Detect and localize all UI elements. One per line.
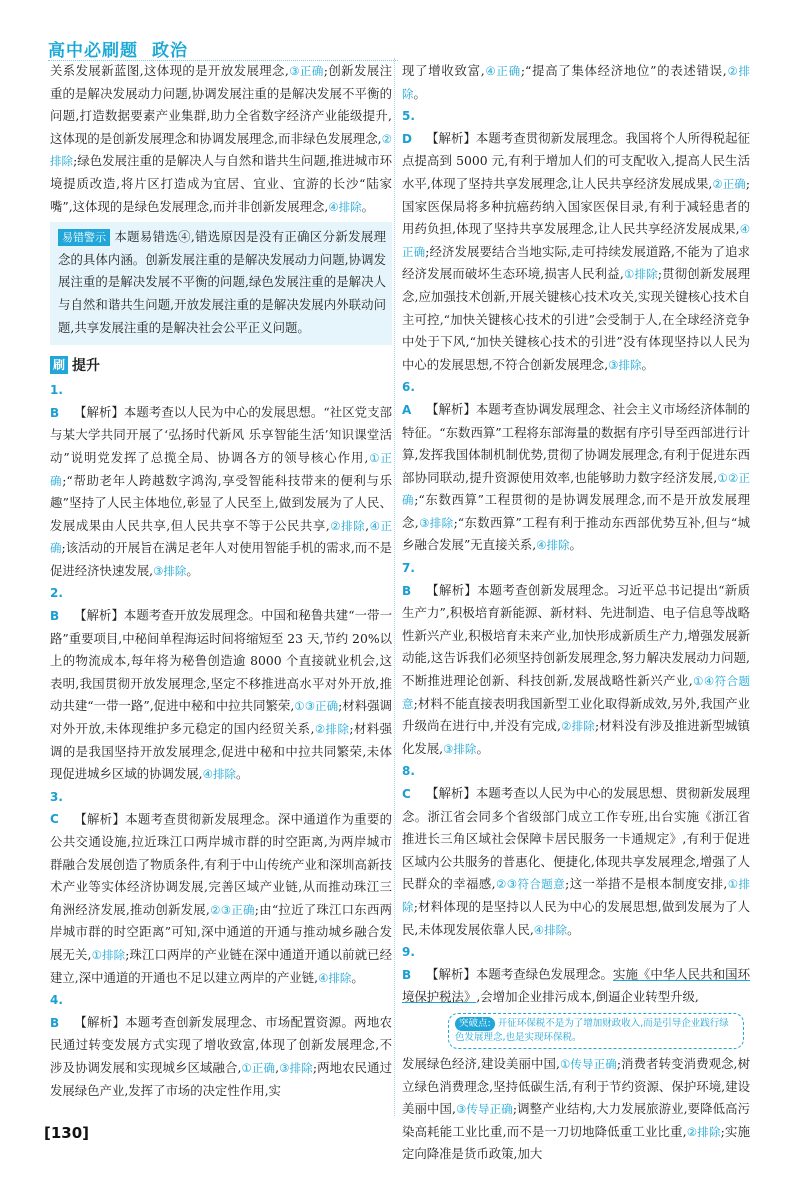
mark-correct: ③正确: [288, 64, 324, 78]
running-header: [48, 36, 188, 61]
intro-paragraph: 关系发展新蓝图,这体现的是开放发展理念,③正确;创新发展注重的是解决发展动力问题,协调发展注重的是解决发展不平衡的问题,打造数据要素产业集群,助力全省数字经济产业能级提升,这体现的是创新发展理念和协调发展理念,而非绿色发展理念,②排除;绿色发展注重的是解决人与自然和谐共生问题,推进城市环境提质改造,将片区打造成为宜居、宜业、宜游的长沙“陆家嘴”,这体现的是绿色发展理念,而并非创新发展理念,④排除。: [50, 63, 393, 214]
question-number: 5. D: [402, 109, 415, 146]
answer-4: 4. B 【解析】本题考查创新发展理念、市场配置资源。两地农民通过转变发展方式实现了增收致富,体现了创新发展理念,不涉及协调发展和实现城乡区域融合,①正确,③排除;两地农民通过发展绿色产业,发挥了市场的决定性作用,实: [50, 989, 392, 1102]
error-warning-box: [50, 222, 392, 345]
answer-7: 7. B 【解析】本题考查创新发展理念。习近平总书记提出“新质生产力”,积极培育新能源、新材料、先进制造、电子信息等战略性新兴产业,积极培育未来产业,加快形成新质生产力,增强发展新动能,这告诉我们必须坚持创新发展理念,努力解决发展动力问题,不断推进理论创新、科技创新,发展战略性新兴产业,①④符合题意;材料不能直接表明我国新型工业化取得新成效,另外,我国产业升级尚在进行中,并没有完成,②排除;材料没有涉及推进新型城镇化发展,③排除。: [402, 557, 750, 760]
answer-1: 1. B 【解析】本题考查以人民为中心的发展思想。“社区党支部与某大学共同开展了‘弘扬时代新风 乐享智能生活’知识课堂活动”说明党发挥了总揽全局、协调各方的领导核心作用,①正确;“帮助老年人跨越数字鸿沟,享受智能科技带来的便利与乐趣”坚持了人民主体地位,彰显了人民至上,做到发展为了人民、发展成果由人民共享,但人民共享不等于公民共享,②排除,④正确;该活动的开展旨在满足老年人对使用智能手机的需求,而不是促进经济快速发展,③排除。: [50, 379, 392, 582]
underlined-phrase: 实施《中华人民共和国环境保护税法》: [402, 966, 751, 1005]
answer-6: 6. A 【解析】本题考查协调发展理念、社会主义市场经济体制的特征。“东数西算”工程将东部海量的数据有序引导至西部进行计算,发挥我国体制机制优势,贯彻了协调发展理念,有利于促进东西部协同联动,提升资源使用效率,也能够助力数字经济发展,①②正确;“东数西算”工程贯彻的是协调发展理念,而不是开放发展理念,③排除;“东数西算”工程有利于推动东西部优势互补,但与“城乡融合发展”无直接关系,④排除。: [402, 376, 750, 557]
book-title: 高中必刷题: [48, 41, 138, 61]
mark-exclude: ②排除: [50, 131, 392, 169]
answer-4-continued: 现了增收致富,④正确;“提高了集体经济地位”的表述错误,②排除。: [402, 63, 750, 101]
answer-8: 8. C 【解析】本题考查以人民为中心的发展思想、贯彻新发展理念。浙江省会同多个省级部门成立工作专班,出台实施《浙江省推进长三角区域社会保障卡居民服务一卡通规定》,有利于促进区域内公共服务的普惠化、便捷化,体现共享发展理念,增强了人民群众的幸福感,②③符合题意;这一举措不是根本制度安排,①排除;材料体现的是坚持以人民为中心的发展思想,做到发展为了人民,未体现发展依靠人民,④排除。: [402, 760, 750, 941]
section-badge: 刷: [50, 356, 68, 374]
question-number: 8. C: [402, 764, 415, 801]
answer-5: 5. D 【解析】本题考查贯彻新发展理念。我国将个人所得税起征点提高到 5000 元,有利于增加人们的可支配收入,提高人民生活水平,体现了坚持共享发展理念,让人民共享经济发展成果,②正确;国家医保局将多种抗癌药纳入国家医保目录,有利于减轻患者的用药负担,体现了坚持共享发展理念,让人民共享经济发展成果,④正确;经济发展要结合当地实际,走可持续发展道路,不能为了追求经济发展而破坏生态环境,损害人民利益,①排除;贯彻创新发展理念,应加强技术创新,开展关键核心技术攻关,实现关键核心技术自主可控,“加快关键核心技术的引进”会受制于人,在全球经济竞争中处于下风,“加快关键核心技术的引进”没有体现坚持以人民为中心的发展思想,不符合创新发展理念,③排除。: [402, 105, 750, 376]
section-title: 提升: [72, 358, 100, 375]
question-number: 7. B: [402, 561, 415, 598]
note-label: 突破点:: [455, 1017, 495, 1031]
column-divider: [394, 58, 395, 1116]
warning-text: 本题易错选④,错选原因是没有正确区分新发展理念的具体内涵。创新发展注重的是解决发展动力问题,协调发展注重的是解决发展不平衡的问题,绿色发展注重的是解决人与自然和谐共生问题,开放发展注重的是解决发展内外联动问题,共享发展注重的是解决社会公平正义问题。: [58, 229, 386, 335]
page-number: [130]: [44, 1124, 90, 1142]
question-number: 9. B: [402, 945, 415, 982]
answer-3: 3. C 【解析】本题考查贯彻新发展理念。深中通道作为重要的公共交通设施,拉近珠江口两岸城市群的时空距离,为两岸城市群融合发展创造了物质条件,有利于中山传统产业和深圳高新技术产业等实体经济协调发展,完善区域产业链,从而推动珠江三角洲经济发展,推动创新发展,②③正确;由“拉近了珠江口东西两岸城市群的时空距离”可知,深中通道的开通与推动城乡融合发展无关,①排除;珠江口两岸的产业链在深中通道开通以前就已经建立,深中通道的开通也不足以建立两岸的产业链,④排除。: [50, 786, 392, 989]
answer-9-body: 发展绿色经济,建设美丽中国,①传导正确;消费者转变消费观念,树立绿色消费理念,坚持低碳生活,有利于节约资源、保护环境,建设美丽中国,③传导正确;调整产业结构,大力发展旅游业,要降低高污染高耗能工业比重,而不是一刀切地降低重工业比重,②排除;实施定向降准是货币政策,加大: [402, 1055, 750, 1162]
subject-title: 政治: [152, 41, 188, 61]
answer-9: 9. B 【解析】本题考查绿色发展理念。实施《中华人民共和国环境保护税法》,会增加企业排污成本,倒逼企业转型升级,: [402, 941, 750, 1009]
answer-2: 2. B 【解析】本题考查开放发展理念。中国和秘鲁共建“一带一路”重要项目,中秘间单程海运时间将缩短至 23 天,节约 20%以上的物流成本,每年将为秘鲁创造逾 8000 个直接就业机会,这表明,我国贯彻开放发展理念,坚定不移推进高水平对外开放,推动共建“一带一路”,促进中秘和中拉共同繁荣,①③正确;材料强调对外开放,未体现维护多元稳定的国内经贸关系,②排除;材料强调的是我国坚持开放发展理念,促进中秘和中拉共同繁荣,未体现促进城乡区域的协调发展,④排除。: [50, 582, 392, 785]
left-column: [50, 60, 392, 1102]
section-heading: [50, 355, 392, 375]
question-number: 4. B: [50, 993, 63, 1030]
warning-tag: 易错警示: [58, 229, 110, 246]
question-number: 6. A: [402, 380, 415, 417]
mark-exclude: ④排除: [328, 199, 362, 214]
breakthrough-note: [448, 1013, 744, 1049]
question-number: 3. C: [50, 789, 63, 827]
question-number: 1. B: [50, 383, 63, 420]
right-column: [402, 60, 750, 1166]
question-number: 2. B: [50, 586, 63, 624]
note-text: 开征环保税不是为了增加财政收入,而是引导企业践行绿色发展理念,也是实现环保税。: [455, 1017, 729, 1043]
